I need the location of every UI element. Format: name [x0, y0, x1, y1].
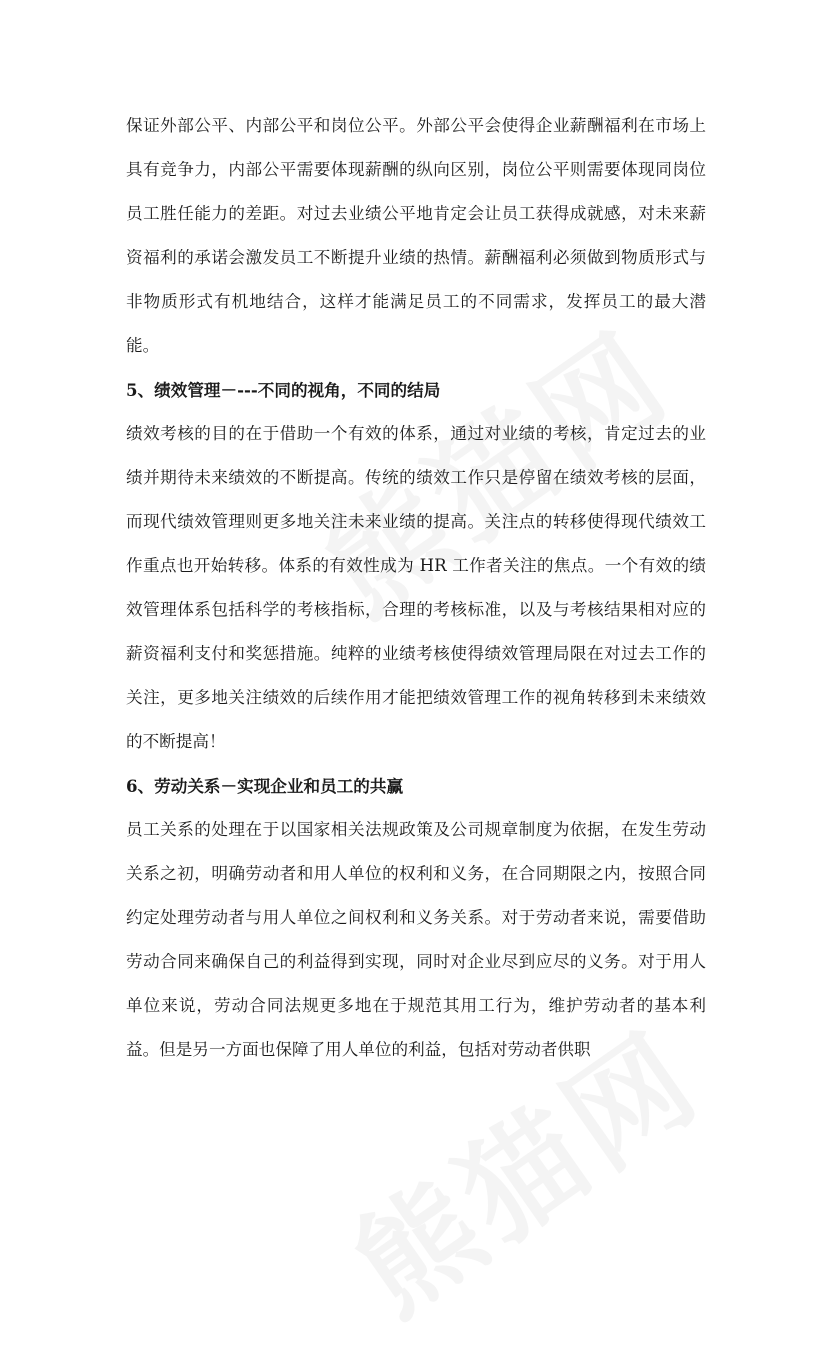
- paragraph-line: 非物质形式有机地结合，这样才能满足员工的不同需求，发挥员工的最大潜: [126, 292, 706, 311]
- paragraph-line: 资福利的承诺会激发员工不断提升业绩的热情。薪酬福利必须做到物质形式与: [126, 248, 706, 267]
- paragraph-line: 关注，更多地关注绩效的后续作用才能把绩效管理工作的视角转移到未来绩效: [126, 688, 706, 707]
- section-heading: 6、劳动关系－实现企业和员工的共赢: [126, 776, 404, 796]
- paragraph-line: 员工胜任能力的差距。对过去业绩公平地肯定会让员工获得成就感，对未来薪: [126, 204, 706, 223]
- document-body: [126, 104, 706, 1072]
- paragraph-line: 关系之初，明确劳动者和用人单位的权利和义务，在合同期限之内，按照合同: [126, 864, 706, 883]
- paragraph-line: 效管理体系包括科学的考核指标，合理的考核标准，以及与考核结果相对应的: [126, 600, 706, 619]
- paragraph-line: 作重点也开始转移。体系的有效性成为 HR 工作者关注的焦点。一个有效的绩: [126, 556, 706, 575]
- paragraph-line: 约定处理劳动者与用人单位之间权利和义务关系。对于劳动者来说，需要借助: [126, 908, 706, 927]
- paragraph-line: 益。但是另一方面也保障了用人单位的利益，包括对劳动者供职: [126, 1040, 591, 1059]
- paragraph-line: 绩效考核的目的在于借助一个有效的体系，通过对业绩的考核，肯定过去的业: [126, 424, 706, 443]
- paragraph-line: 绩并期待未来绩效的不断提高。传统的绩效工作只是停留在绩效考核的层面，: [126, 468, 706, 487]
- section-heading: 5、绩效管理－---不同的视角，不同的结局: [126, 380, 441, 400]
- paragraph-line: 员工关系的处理在于以国家相关法规政策及公司规章制度为依据，在发生劳动: [126, 820, 706, 839]
- paragraph-line: 单位来说，劳动合同法规更多地在于规范其用工行为，维护劳动者的基本利: [126, 996, 706, 1015]
- paragraph-line: 劳动合同来确保自己的利益得到实现，同时对企业尽到应尽的义务。对于用人: [126, 952, 706, 971]
- paragraph-line: 而现代绩效管理则更多地关注未来业绩的提高。关注点的转移使得现代绩效工: [126, 512, 706, 531]
- paragraph-line: 保证外部公平、内部公平和岗位公平。外部公平会使得企业薪酬福利在市场上: [126, 116, 706, 135]
- paragraph-line: 能。: [126, 336, 160, 355]
- paragraph-line: 薪资福利支付和奖惩措施。纯粹的业绩考核使得绩效管理局限在对过去工作的: [126, 644, 706, 663]
- paragraph-line: 具有竞争力，内部公平需要体现薪酬的纵向区别，岗位公平则需要体现同岗位: [126, 160, 706, 179]
- paragraph-line: 的不断提高！: [126, 732, 226, 751]
